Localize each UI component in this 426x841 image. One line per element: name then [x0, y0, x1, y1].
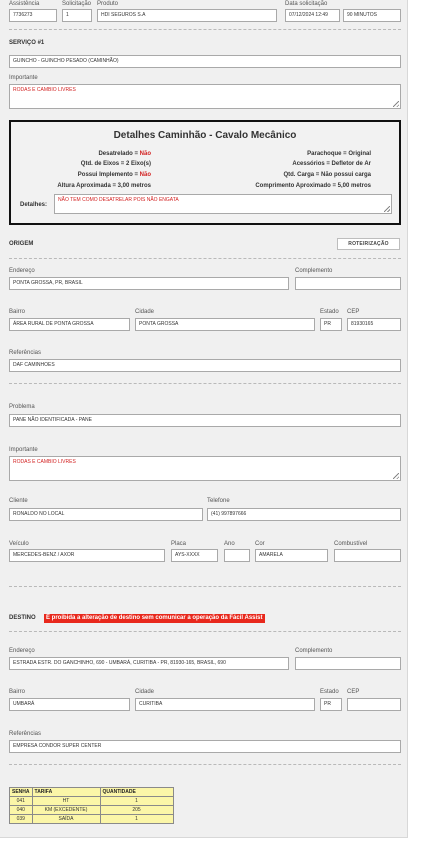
- destino-cep-label: CEP: [347, 689, 360, 695]
- header-quantidade: QUANTIDADE: [100, 788, 173, 797]
- assistencia-field[interactable]: 7736273: [9, 9, 57, 22]
- detalhe-parachoque-value: Original: [348, 151, 371, 157]
- problema-importante-text: RODAS E CAMBIO LIVRES: [13, 459, 76, 465]
- detalhe-comprimento-value: 5,00 metros: [337, 183, 371, 189]
- combustivel-label: Combustível: [334, 541, 368, 547]
- produto-label: Produto: [97, 1, 119, 7]
- detalhe-comprimento: [255, 183, 371, 189]
- origem-complemento-field[interactable]: [295, 277, 401, 290]
- origem-cep-field[interactable]: 81930165: [347, 318, 401, 331]
- header-tarifa: TARIFA: [32, 788, 100, 797]
- ano-field[interactable]: [224, 549, 250, 562]
- detalhes-text: NÃO TEM COMO DESATRELAR POIS NÃO ENGATA: [58, 197, 179, 203]
- divider: [9, 586, 401, 587]
- assistencia-label: Assistência: [9, 1, 40, 7]
- header-senha: SENHA: [10, 788, 33, 797]
- resize-grip-icon[interactable]: [384, 206, 390, 212]
- destino-warning-banner: É proibida a alteração de destino sem comunicar a operação da Fácil Assist: [46, 615, 263, 621]
- tarifa-table: [9, 787, 174, 824]
- cliente-field[interactable]: RONALDO NO LOCAL: [9, 508, 203, 521]
- placa-field[interactable]: AYS-XXXX: [171, 549, 218, 562]
- tarifa-cell: SAÍDA: [32, 815, 100, 824]
- divider: [9, 631, 401, 632]
- detalhe-eixos-label: Qtd. de Eixos =: [80, 161, 126, 167]
- tarifa-cell: HT: [32, 797, 100, 806]
- servico-importante-text: RODAS E CAMBIO LIVRES: [13, 87, 76, 93]
- destino-cidade-label: Cidade: [135, 689, 155, 695]
- detalhe-altura-label: Altura Aproximada =: [57, 183, 118, 189]
- servico-tipo-field[interactable]: GUINCHO - GUINCHO PESADO (CAMINHÃO): [9, 55, 401, 68]
- detalhes-caminhao-panel: [9, 120, 401, 225]
- cor-field[interactable]: AMARELA: [255, 549, 328, 562]
- tarifa-header-row: [10, 788, 174, 797]
- table-row: [10, 815, 174, 824]
- destino-bairro-label: Bairro: [9, 689, 26, 695]
- detalhes-textarea[interactable]: [54, 194, 392, 214]
- detalhe-altura-value: 3,00 metros: [117, 183, 151, 189]
- minutos-field[interactable]: 90 MINUTOS: [343, 9, 401, 22]
- detalhe-altura: [57, 183, 151, 189]
- divider: [9, 764, 401, 765]
- veiculo-label: Veículo: [9, 541, 29, 547]
- senha-cell: 039: [10, 815, 33, 824]
- detalhe-implemento-label: Possui Implemento =: [77, 172, 140, 178]
- roteirizacao-button[interactable]: ROTEIRIZAÇÃO: [337, 238, 400, 250]
- destino-endereco-label: Endereço: [9, 648, 35, 654]
- detalhes-field-label: Detalhes:: [20, 202, 48, 208]
- destino-referencias-label: Referências: [9, 731, 42, 737]
- detalhe-implemento: [78, 172, 151, 178]
- divider: [9, 29, 401, 30]
- origem-referencias-field[interactable]: DAF CAMINHOES: [9, 359, 401, 372]
- data-solicitacao-label: Data solicitação: [285, 1, 328, 7]
- detalhe-carga-value: Não possui carga: [320, 172, 371, 178]
- detalhe-eixos: [81, 161, 151, 167]
- destino-title: DESTINO: [9, 615, 36, 621]
- quantidade-cell: 1: [100, 815, 173, 824]
- origem-cidade-field[interactable]: PONTA GROSSA: [135, 318, 315, 331]
- produto-field[interactable]: HDI SEGUROS S.A: [97, 9, 277, 22]
- detalhe-parachoque-label: Parachoque =: [307, 151, 349, 157]
- servico-importante-label: Importante: [9, 75, 38, 81]
- quantidade-cell: 1: [100, 797, 173, 806]
- detalhe-eixos-value: 2 Eixo(s): [125, 161, 151, 167]
- detalhe-desatrelado: [98, 151, 151, 157]
- destino-referencias-field[interactable]: EMPRESA CONDOR SUPER CENTER: [9, 740, 401, 753]
- data-solicitacao-field[interactable]: 07/12/2024 12:49: [285, 9, 340, 22]
- origem-cidade-label: Cidade: [135, 309, 155, 315]
- detalhe-desatrelado-value: Não: [139, 151, 151, 157]
- origem-endereco-field[interactable]: PONTA GROSSA, PR, BRASIL: [9, 277, 289, 290]
- detalhe-carga: [283, 172, 371, 178]
- destino-complemento-label: Complemento: [295, 648, 333, 654]
- destino-estado-label: Estado: [320, 689, 339, 695]
- origem-complemento-label: Complemento: [295, 268, 333, 274]
- problema-field[interactable]: PANE NÃO IDENTIFICADA - PANE: [9, 414, 401, 427]
- resize-grip-icon[interactable]: [393, 473, 399, 479]
- servico-title: SERVIÇO #1: [9, 40, 45, 46]
- telefone-field[interactable]: (41) 997897666: [207, 508, 401, 521]
- servico-importante-textarea[interactable]: [9, 84, 401, 109]
- ano-label: Ano: [224, 541, 235, 547]
- destino-cidade-field[interactable]: CURITIBA: [135, 698, 315, 711]
- detalhe-parachoque: [307, 151, 371, 157]
- problema-importante-textarea[interactable]: [9, 456, 401, 481]
- detalhe-acessorios-label: Acessórios =: [292, 161, 332, 167]
- solicitacao-label: Solicitação: [62, 1, 92, 7]
- detalhe-acessorios-value: Defletor de Ar: [331, 161, 371, 167]
- detalhes-title: Detalhes Caminhão - Cavalo Mecânico: [113, 130, 297, 141]
- detalhe-carga-label: Qtd. Carga =: [283, 172, 321, 178]
- destino-bairro-field[interactable]: UMBARÁ: [9, 698, 130, 711]
- destino-estado-field[interactable]: PR: [320, 698, 342, 711]
- origem-endereco-label: Endereço: [9, 268, 35, 274]
- table-row: [10, 806, 174, 815]
- detalhe-acessorios: [292, 161, 371, 167]
- origem-referencias-label: Referências: [9, 350, 42, 356]
- problema-importante-label: Importante: [9, 447, 38, 453]
- divider: [9, 258, 401, 259]
- quantidade-cell: 205: [100, 806, 173, 815]
- divider: [9, 383, 401, 384]
- tarifa-cell: KM (EXCEDENTE): [32, 806, 100, 815]
- origem-estado-label: Estado: [320, 309, 339, 315]
- senha-cell: 041: [10, 797, 33, 806]
- senha-cell: 040: [10, 806, 33, 815]
- destino-complemento-field[interactable]: [295, 657, 401, 670]
- origem-cep-label: CEP: [347, 309, 360, 315]
- cliente-label: Cliente: [9, 498, 28, 504]
- detalhe-desatrelado-label: Desatrelado =: [98, 151, 140, 157]
- telefone-label: Telefone: [207, 498, 230, 504]
- origem-bairro-label: Bairro: [9, 309, 26, 315]
- destino-endereco-field[interactable]: ESTRADA ESTR. DO GANCHINHO, 690 - UMBARÁ, CURITIBA - PR, 81930-165, BRASIL, 690: [9, 657, 289, 670]
- problema-label: Problema: [9, 404, 35, 410]
- destino-cep-field[interactable]: [347, 698, 401, 711]
- solicitacao-field[interactable]: 1: [62, 9, 92, 22]
- detalhe-implemento-value: Não: [139, 172, 151, 178]
- veiculo-field[interactable]: MERCEDES-BENZ / AXOR: [9, 549, 165, 562]
- placa-label: Placa: [171, 541, 187, 547]
- table-row: [10, 797, 174, 806]
- origem-bairro-field[interactable]: ÁREA RURAL DE PONTA GROSSA: [9, 318, 130, 331]
- origem-title: ORIGEM: [9, 241, 34, 247]
- detalhe-comprimento-label: Comprimento Aproximado =: [255, 183, 338, 189]
- combustivel-field[interactable]: [334, 549, 401, 562]
- cor-label: Cor: [255, 541, 265, 547]
- resize-grip-icon[interactable]: [393, 101, 399, 107]
- origem-estado-field[interactable]: PR: [320, 318, 342, 331]
